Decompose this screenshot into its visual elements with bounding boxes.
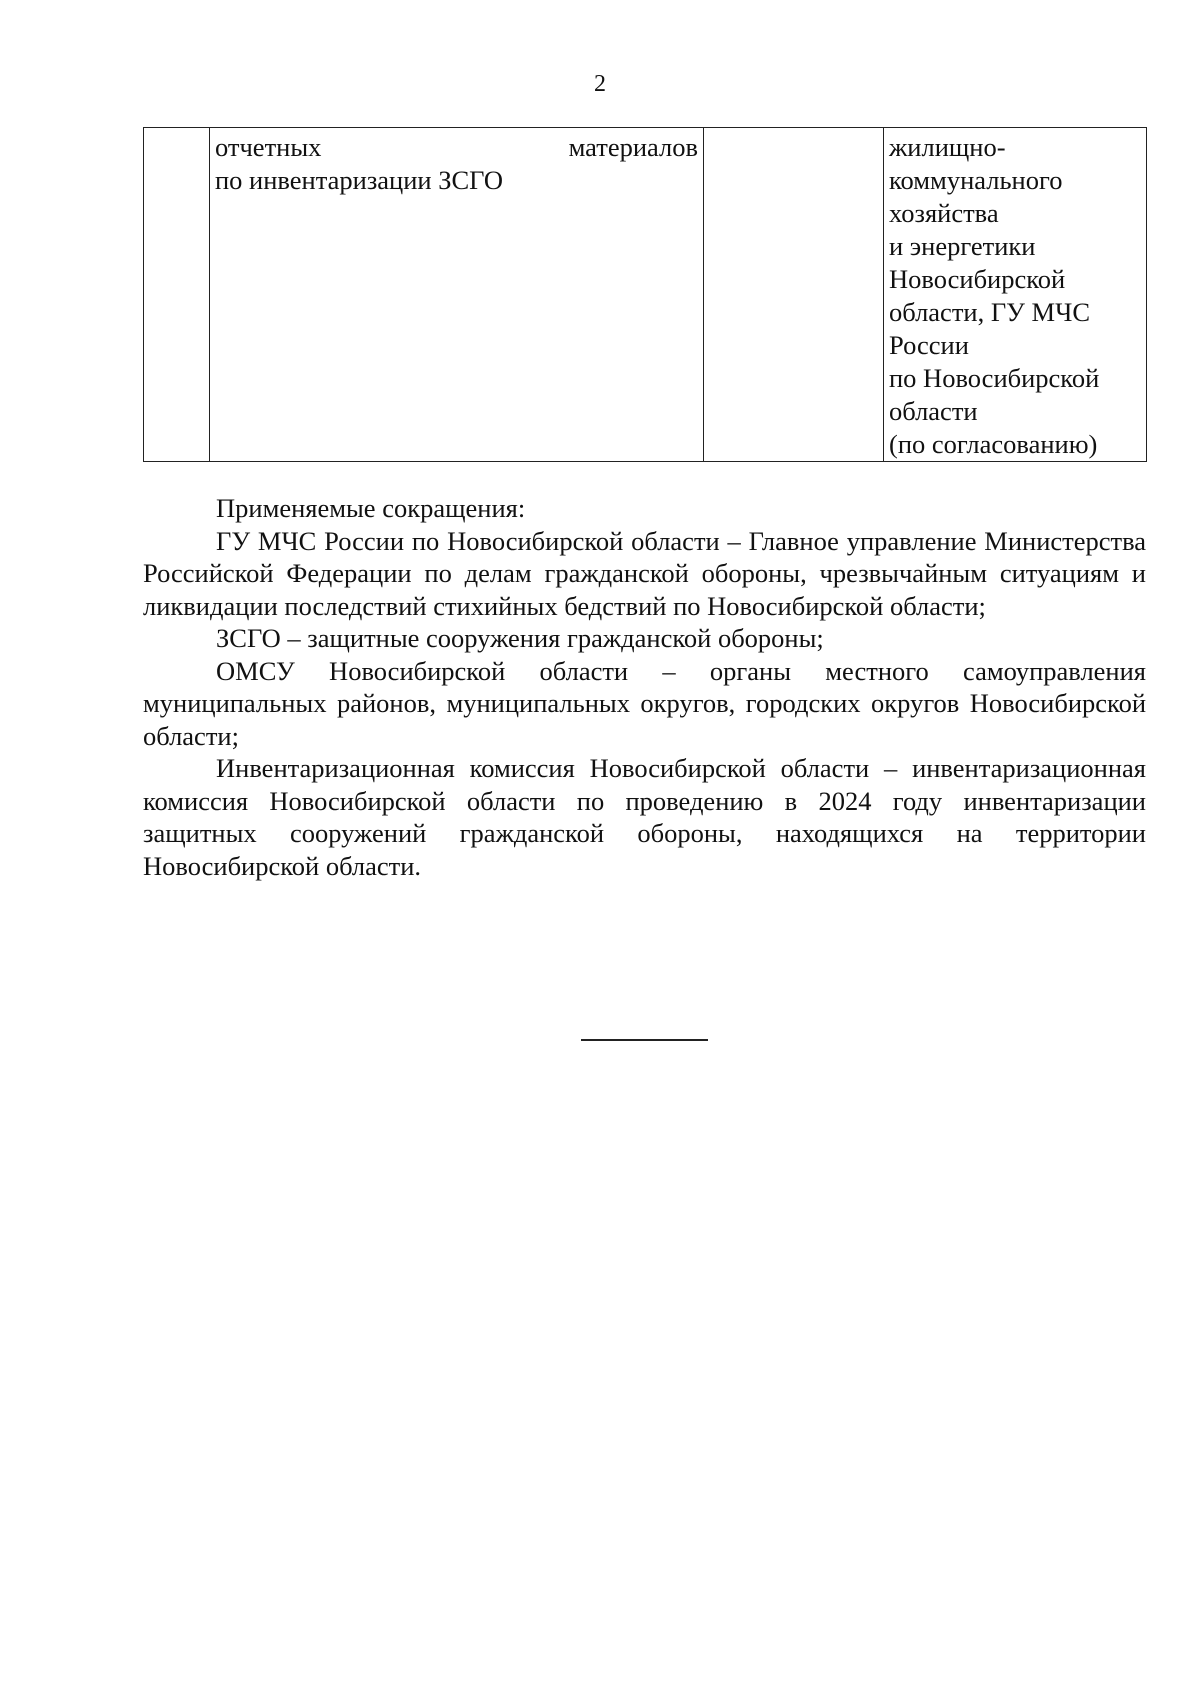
responsible-line: хозяйства bbox=[889, 198, 999, 228]
responsible-line: Новосибирской bbox=[889, 264, 1066, 294]
table-cell-activity bbox=[210, 128, 704, 462]
responsible-line: по Новосибирской bbox=[889, 363, 1100, 393]
abbreviations-section bbox=[143, 492, 1146, 882]
abbreviation-item: Инвентаризационная комиссия Новосибирской области – инвентаризационная комиссия Новосибирской области по проведению в 2024 году инвентаризации защитных сооружений гражданской обороны, находящихся на территории Новосибирской области. bbox=[143, 753, 1146, 881]
abbreviation-item: ОМСУ Новосибирской области – органы местного самоуправления муниципальных районов, муниципальных округов, городских округов Новосибирской области; bbox=[143, 655, 1146, 751]
abbreviation-item: ГУ МЧС России по Новосибирской области – Главное управление Министерства Российской Федерации по делам гражданской обороны, чрезвычайным ситуациям и ликвидации последствий стихийных бедствий по Новосибирской области; bbox=[143, 525, 1146, 621]
responsible-line: области, ГУ МЧС bbox=[889, 297, 1091, 327]
activity-line: отчетных материалов bbox=[215, 132, 698, 162]
table-cell-number bbox=[144, 128, 210, 462]
abbreviations-heading: Применяемые сокращения: bbox=[216, 493, 526, 523]
abbreviation-item: ЗСГО – защитные сооружения гражданской обороны; bbox=[216, 623, 824, 653]
page-number: 2 bbox=[594, 71, 606, 97]
responsible-line: России bbox=[889, 330, 969, 360]
responsible-line: коммунального bbox=[889, 165, 1063, 195]
responsible-line: и энергетики bbox=[889, 231, 1036, 261]
table-row bbox=[144, 128, 1147, 462]
responsible-line: (по согласованию) bbox=[889, 429, 1098, 459]
responsible-line: области bbox=[889, 396, 978, 426]
table-cell-responsible bbox=[884, 128, 1147, 462]
end-separator-line bbox=[581, 1039, 708, 1041]
responsible-line: жилищно- bbox=[889, 132, 1006, 162]
activity-line: по инвентаризации ЗСГО bbox=[215, 165, 503, 195]
continuation-table bbox=[143, 127, 1147, 462]
table-cell-deadline bbox=[704, 128, 884, 462]
